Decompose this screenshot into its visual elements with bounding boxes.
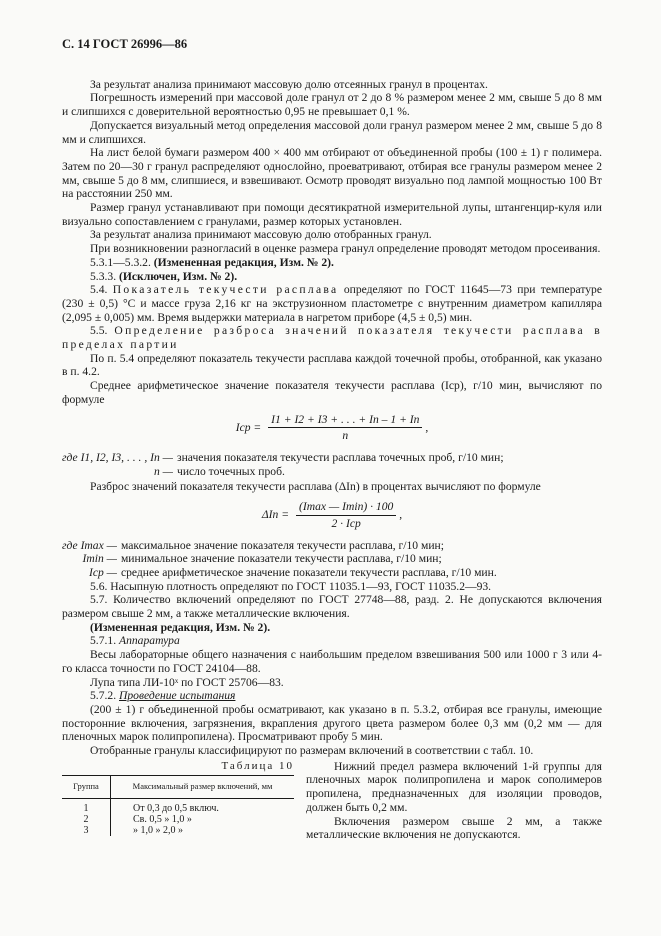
legend-key: n —	[153, 464, 173, 478]
formula-tail: ,	[399, 507, 403, 521]
clause-5-5	[62, 324, 602, 351]
table-cell: Св. 0,5 » 1,0 »	[133, 814, 192, 826]
table-cell: 2	[62, 814, 111, 825]
formula-numerator: (Imax — Imin) · 100	[296, 500, 396, 516]
paragraph: Лупа типа ЛИ-10ˣ по ГОСТ 25706—83.	[90, 675, 284, 689]
table-cell: От 0,3 до 0,5 включ.	[133, 803, 219, 815]
table-side-text	[306, 760, 602, 842]
amendment-note: (Исключен, Изм. № 2).	[119, 269, 238, 283]
clause-5-3-1	[62, 256, 602, 270]
table-cell: 1	[62, 799, 111, 815]
table-header: Максимальный размер включений, мм	[111, 776, 295, 799]
table-header: Группа	[62, 776, 111, 799]
clause-number: 5.4.	[90, 283, 108, 297]
formula-denominator: n	[342, 429, 349, 443]
legend-key: где I1, I2, I3, . . . , In —	[62, 450, 173, 464]
formula-denominator: 2 · Iср	[331, 516, 361, 530]
amendment-note: (Измененная редакция, Изм. № 2).	[90, 620, 271, 634]
legend-key: Iср —	[88, 565, 117, 579]
legend-spread	[62, 539, 602, 580]
paragraph: Разброс значений показателя текучести расплава (ΔIn) в процентах вычисляют по формуле	[90, 480, 541, 494]
paragraph: (200 ± 1) г объединенной пробы осматривают, как указано в п. 5.3.2, отбирая все гранулы, имеющие посторонние включения, загрязнения, вкрапления другого цвета размером более 0,3 мм (0,2 мм — для пленочных марок полипропилена). Просматривают пробу 5 мин.	[62, 702, 602, 744]
table-row	[62, 825, 294, 836]
clause-5-4	[62, 283, 602, 324]
document-page	[62, 38, 602, 842]
clause-number: 5.3.3.	[90, 269, 117, 283]
formula-fraction	[268, 413, 422, 443]
clause-text: определяют по ГОСТ 11645—73 при температуре (230 ± 0,5) °С и массе груза 2,16 кг на экструзионном пластометре с внутренним диаметром капилляра (2,095 ± 0,005) мм. Время выдержки материала в нагретом приборе (4,5 ± 0,5) мин.	[62, 283, 602, 324]
legend-value: минимальное значение показатели текучести расплава, г/10 мин;	[120, 552, 442, 566]
clause-5-3-3	[62, 270, 602, 284]
legend-key: Imin —	[82, 552, 117, 566]
clause-title: Аппаратура	[119, 634, 180, 648]
clause-5-7-1	[62, 634, 602, 648]
clause-number: 5.5.	[90, 324, 108, 338]
table-cell: » 1,0 » 2,0 »	[133, 825, 183, 837]
clause-number: 5.7.2.	[90, 689, 117, 703]
table-row	[62, 799, 294, 815]
formula-mean	[62, 413, 602, 443]
paragraph: Среднее арифметическое значение показателя текучести расплава (Iср), г/10 мин, вычисляют по формуле	[62, 379, 602, 406]
paragraph: За результат анализа принимают массовую долю отсеянных гранул в процентах.	[90, 77, 488, 91]
table-section	[62, 760, 602, 842]
page-header: С. 14 ГОСТ 26996—86	[62, 37, 188, 51]
clause-number: 5.3.1—5.3.2.	[90, 255, 151, 269]
table-cell: 3	[62, 825, 111, 836]
table-10	[62, 760, 294, 842]
legend-value: значения показателя текучести расплава точечных проб, г/10 мин;	[177, 450, 504, 464]
paragraph: Допускается визуальный метод определения массовой доли гранул размером менее 2 мм, свыше 5 до 8 мм и слипшихся.	[62, 118, 602, 146]
paragraph: Погрешность измерений при массовой доле гранул от 2 до 8 % размером менее 2 мм, свыше 5 до 8 мм и слипшихся с доверительной вероятностью 0,95 не превышает 0,1 %.	[62, 91, 602, 119]
formula-lhs: Iср =	[235, 420, 262, 434]
legend-value: максимальное значение показателя текучести расплава, г/10 мин;	[120, 538, 444, 552]
paragraph: Размер гранул устанавливают при помощи десятикратной измерительной лупы, штангенцир-куля или визуально сопоставлением с гранулами, размер которых установлен.	[62, 201, 602, 228]
clause-title: Проведение испытания	[119, 689, 236, 703]
paragraph: На лист белой бумаги размером 400 × 400 мм отбирают от объединенной пробы (100 ± 1) г полимера. Затем по 20—30 г гранул распределяют однослойно, проеватривают, отбирая все гранулы размером менее 2 мм, свыше 5 до 8 мм, слипшиеся, и взвешивают. Осмотр проводят визуально под лампой мощностью 100 Вт на расстоянии 250 мм.	[62, 146, 602, 201]
paragraph: 5.6. Насыпную плотность определяют по ГОСТ 11035.1—93, ГОСТ 11035.2—93.	[90, 579, 492, 593]
paragraph: За результат анализа принимают массовую долю отобранных гранул.	[90, 228, 432, 242]
formula-spread	[62, 500, 602, 530]
amendment-note: (Измененная редакция, Изм. № 2).	[153, 255, 334, 269]
paragraph: При возникновении разногласий в оценке размера гранул определение проводят методом просеивания.	[90, 242, 601, 256]
formula-fraction	[296, 500, 396, 530]
table-caption: Таблица 10	[221, 759, 294, 772]
legend-mean	[62, 451, 602, 478]
clause-number: 5.7.1.	[90, 634, 117, 648]
legend-key: где Imax —	[62, 538, 117, 552]
legend-value: число точечных проб.	[177, 464, 285, 478]
formula-tail: ,	[425, 420, 429, 434]
clause-title: Показатель текучести расплава	[112, 283, 339, 297]
formula-numerator: I1 + I2 + I3 + . . . + In – 1 + In	[268, 413, 422, 429]
paragraph: Весы лабораторные общего назначения с наибольшим пределом взвешивания 500 или 1000 г 3 или 4-го класса точности по ГОСТ 24104—88.	[62, 648, 602, 675]
formula-lhs: ΔIn =	[261, 508, 290, 522]
paragraph: Включения размером свыше 2 мм, а также металлические включения не допускаются.	[306, 814, 602, 842]
paragraph: По п. 5.4 определяют показатель текучести расплава каждой точечной пробы, отобранной, как указано в п. 4.2.	[62, 351, 602, 379]
clause-title: Определение разброса значений показателя текучести расплава в пределах партии	[62, 324, 602, 352]
table-row	[62, 814, 294, 825]
inclusion-table	[62, 775, 294, 836]
paragraph: 5.7. Количество включений определяют по ГОСТ 27748—88, разд. 2. Не допускаются включения размером свыше 2 мм, а также металлические включения.	[62, 593, 602, 621]
paragraph: Нижний предел размера включений 1-й группы для пленочных марок полипропилена и марок сополимеров пропилена, предназначенных для изоляции проводов, должен быть 0,2 мм.	[306, 759, 602, 814]
paragraph: Отобранные гранулы классифицируют по размерам включений в соответствии с табл. 10.	[90, 744, 534, 758]
clause-5-7-2	[62, 689, 602, 703]
legend-value: среднее арифметическое значение показатели текучести расплава, г/10 мин.	[120, 565, 497, 579]
